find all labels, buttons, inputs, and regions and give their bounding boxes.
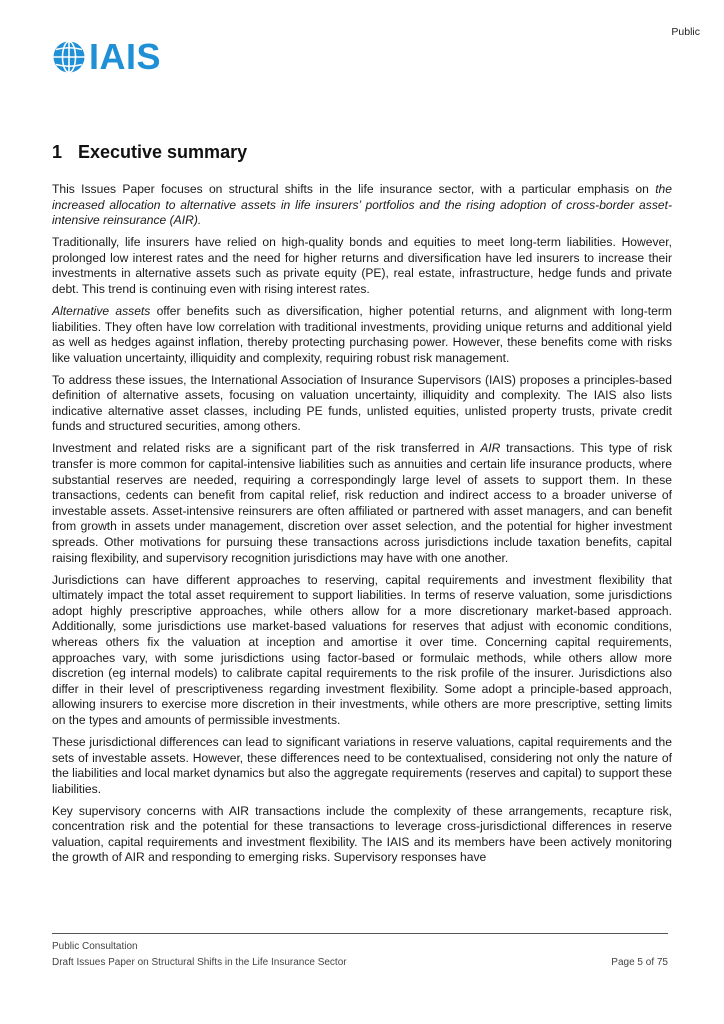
footer-document-title: Draft Issues Paper on Structural Shifts in the Life Insurance Sector xyxy=(52,957,347,968)
paragraph-6: Jurisdictions can have different approaches to reserving, capital requirements and investment flexibility that ultimately impact the total asset requirement to support liabilities. In terms of reserve valuation, some jurisdictions adopt highly prescriptive approaches, while others allow for a more discretionary market-based approach. Additionally, some jurisdictions use market-based valuations for reserves that adjust with economic conditions, whereas others fix the valuation at inception and amortise it over time. Concerning capital requirements, approaches vary, with some jurisdictions using factor-based or formulaic methods, while others allow more discretion (eg internal models) to calibrate capital requirements to the risk profile of the insurer. Jurisdictions also differ in their level of prescriptiveness regarding investment flexibility. Some adopt a principle-based approach, allowing insurers to exercise more discretion in their investments, while others are more prescriptive, setting limits on the types and amounts of permissible investments. xyxy=(52,572,672,727)
section-title: Executive summary xyxy=(78,142,248,162)
section-number: 1 xyxy=(52,142,63,162)
logo-wordmark: IAIS xyxy=(89,36,162,77)
paragraph-7: These jurisdictional differences can lead to significant variations in reserve valuations, capital requirements and the sets of investable assets. However, these differences need to be contextualised, considering not only the nature of the liabilities and local market dynamics but also the aggregate requirements (reserves and capital) to support these liabilities. xyxy=(52,734,672,796)
footer-consultation-label: Public Consultation xyxy=(52,941,138,952)
footer-divider xyxy=(52,933,668,934)
classification-label: Public xyxy=(671,26,700,38)
iais-logo xyxy=(52,36,162,77)
paragraph-1: This Issues Paper focuses on structural shifts in the life insurance sector, with a particular emphasis on the increased allocation to alternative assets in life insurers’ portfolios and the rising adoption of cross-border asset-intensive reinsurance (AIR). xyxy=(52,182,672,228)
emphasis-text: Alternative assets xyxy=(52,303,151,318)
body-text xyxy=(52,182,672,872)
page-number: Page 5 of 75 xyxy=(611,957,668,968)
paragraph-5: Investment and related risks are a significant part of the risk transferred in AIR transactions. This type of risk transfer is more common for capital-intensive liabilities such as annuities and certain life insurance products, where substantial reserves are needed, requiring a correspondingly large level of assets to support them. In these transactions, cedents can benefit from capital relief, risk reduction and indirect access to a broader universe of investable assets. Asset-intensive reinsurers are often affiliated or partnered with asset managers, and can benefit from growth in assets under management, discretion over asset selection, and the potential for higher investment spreads. Other motivations for pursuing these transactions across jurisdictions include taxation benefits, capital raising flexibility, and supervisory recognition jurisdictions may have with one another. xyxy=(52,441,672,565)
section-heading xyxy=(52,142,247,163)
paragraph-8: Key supervisory concerns with AIR transactions include the complexity of these arrangements, recapture risk, concentration risk and the potential for these transactions to leverage cross-jurisdictional differences in reserve valuation, capital requirements and investment flexibility. The IAIS and its members have been actively monitoring the growth of AIR and responding to emerging risks. Supervisory responses have xyxy=(52,803,672,865)
emphasis-text: AIR xyxy=(480,441,501,456)
emphasis-text: the increased allocation to alternative assets in life insurers’ portfolios and the rising adoption of cross-border asset-intensive reinsurance (AIR). xyxy=(52,182,672,228)
paragraph-2: Traditionally, life insurers have relied on high-quality bonds and equities to meet long-term liabilities. However, prolonged low interest rates and the need for higher returns and diversification have led insurers to increase their investments in alternative assets such as private equity (PE), real estate, infrastructure, hedge funds and private debt. This trend is continuing even with rising interest rates. xyxy=(52,235,672,296)
paragraph-4: To address these issues, the International Association of Insurance Supervisors (IAIS) proposes a principles-based definition of alternative assets, focusing on valuation uncertainty, illiquidity and complexity. The IAIS also lists indicative alternative asset classes, including PE funds, unlisted equities, unlisted property trusts, private credit funds and structured securities, among others. xyxy=(52,372,672,434)
globe-icon xyxy=(52,40,86,74)
paragraph-3: Alternative assets offer benefits such as diversification, higher potential returns, and alignment with long-term liabilities. They often have low correlation with traditional investments, providing unique returns and additional yield as well as hedges against inflation, thereby protecting purchasing power. However, these benefits come with risks like valuation uncertainty, illiquidity and complexity, requiring robust risk management. xyxy=(52,303,672,365)
